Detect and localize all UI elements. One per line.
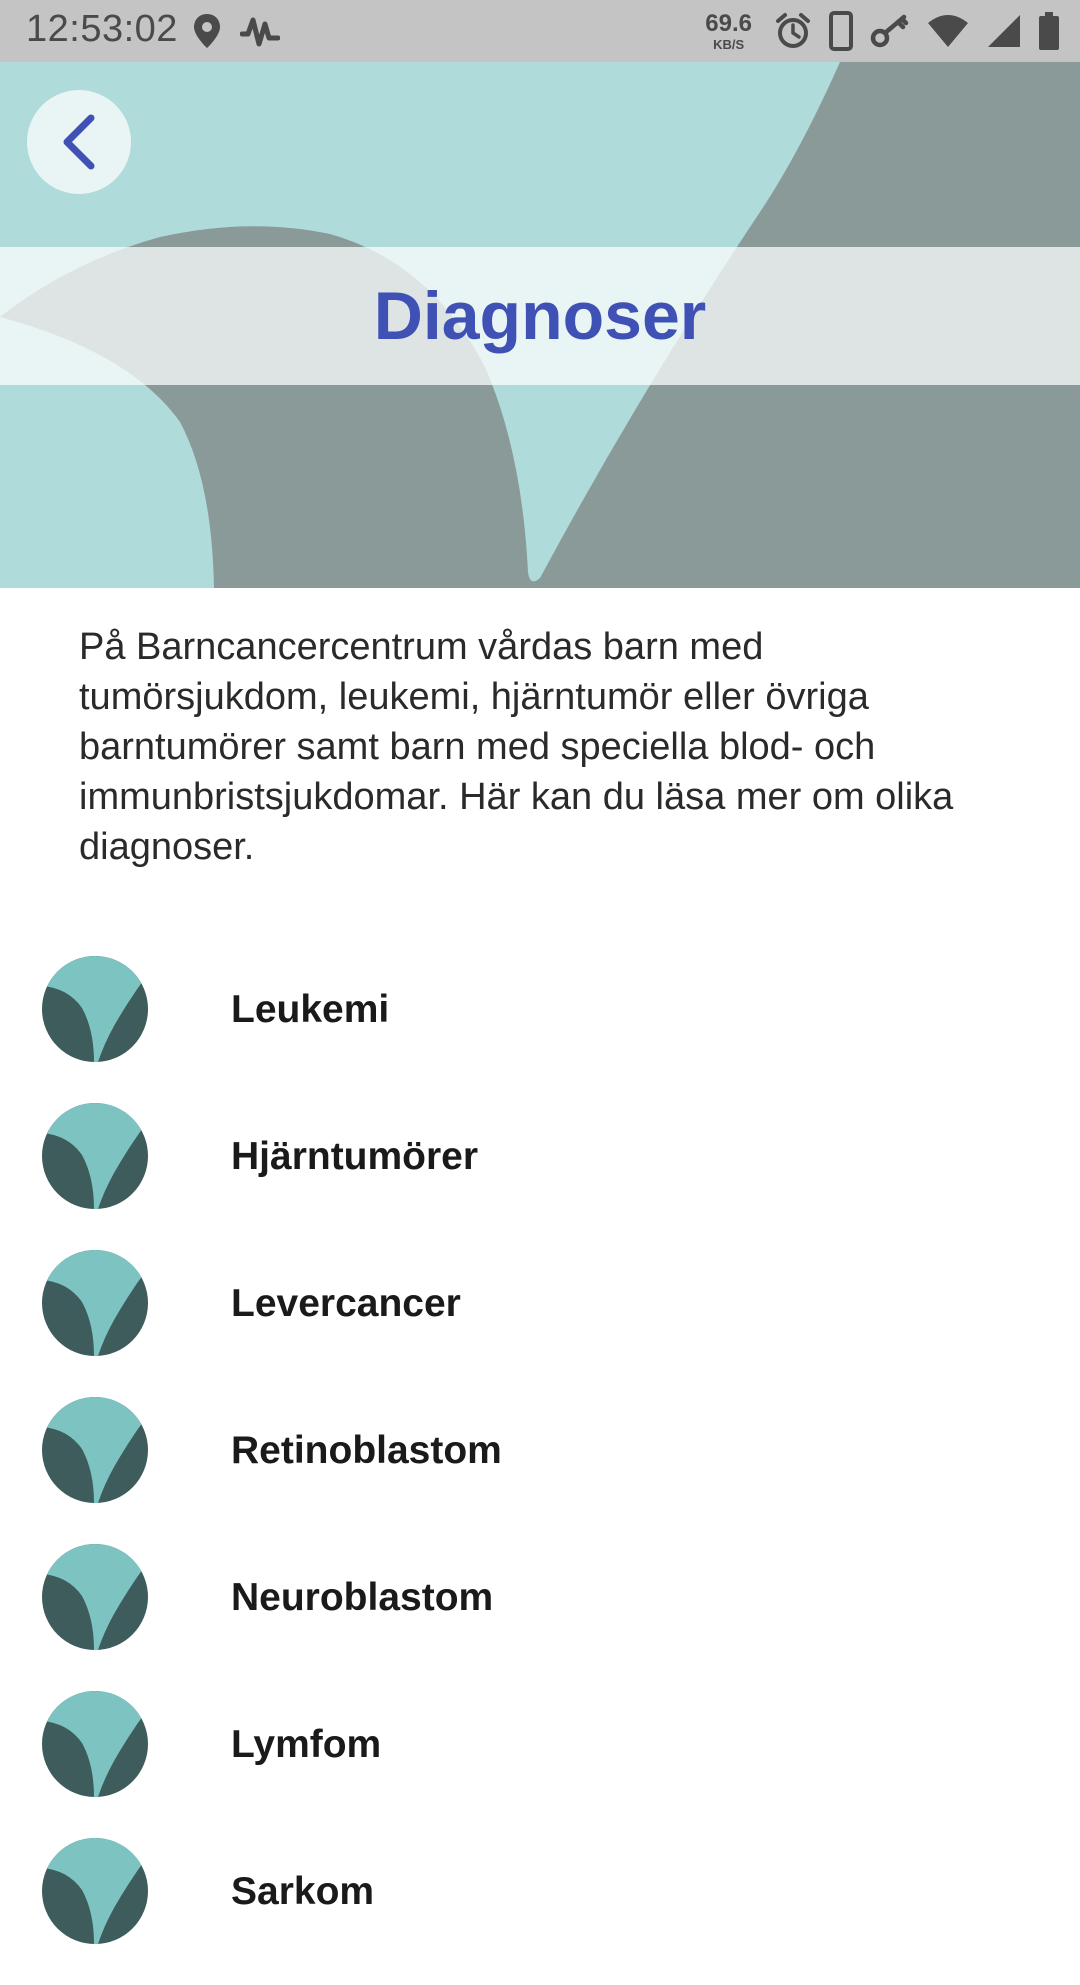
diagnosis-logo-icon bbox=[42, 1544, 148, 1650]
chevron-left-icon bbox=[57, 114, 101, 170]
alarm-icon bbox=[774, 12, 812, 50]
diagnosis-item-sarkom[interactable] bbox=[0, 1838, 1080, 1985]
diagnosis-logo-icon bbox=[42, 1838, 148, 1944]
diagnosis-logo-icon bbox=[42, 1103, 148, 1209]
diagnosis-logo-icon bbox=[42, 956, 148, 1062]
diagnosis-item-hjarntumorer[interactable] bbox=[0, 1103, 1080, 1250]
diagnosis-label: Lymfom bbox=[231, 1723, 382, 1766]
hero-banner bbox=[0, 62, 1080, 588]
diagnosis-item-levercancer[interactable] bbox=[0, 1250, 1080, 1397]
diagnosis-list bbox=[0, 956, 1080, 1985]
phone-icon bbox=[828, 11, 854, 51]
diagnosis-item-lymfom[interactable] bbox=[0, 1691, 1080, 1838]
page-title: Diagnoser bbox=[373, 278, 707, 354]
diagnosis-item-leukemi[interactable] bbox=[0, 956, 1080, 1103]
wifi-icon bbox=[926, 13, 970, 49]
intro-text: På Barncancercentrum vårdas barn med tumörsjukdom, leukemi, hjärntumör eller övriga barntumörer samt barn med speciella blod- och immunbristsjukdomar. Här kan du läsa mer om olika diagnoser. bbox=[79, 626, 954, 868]
location-icon bbox=[192, 12, 222, 50]
diagnosis-item-retinoblastom[interactable] bbox=[0, 1397, 1080, 1544]
diagnosis-label: Sarkom bbox=[231, 1870, 375, 1913]
diagnosis-label: Levercancer bbox=[231, 1282, 461, 1325]
back-button[interactable] bbox=[27, 90, 131, 194]
diagnosis-logo-icon bbox=[42, 1397, 148, 1503]
diagnosis-logo-icon bbox=[42, 1250, 148, 1356]
signal-icon bbox=[986, 13, 1022, 49]
status-time: 12:53:02 bbox=[26, 8, 178, 50]
status-bar bbox=[0, 0, 1080, 62]
diagnosis-label: Neuroblastom bbox=[231, 1576, 494, 1619]
status-left-icons bbox=[192, 11, 280, 51]
diagnosis-label: Retinoblastom bbox=[231, 1429, 502, 1472]
network-speed-unit: KB/S bbox=[713, 36, 745, 52]
diagnosis-label: Hjärntumörer bbox=[231, 1135, 479, 1178]
diagnosis-label: Leukemi bbox=[231, 988, 390, 1031]
diagnosis-item-neuroblastom[interactable] bbox=[0, 1544, 1080, 1691]
key-icon bbox=[870, 12, 910, 50]
activity-icon bbox=[240, 12, 280, 50]
network-speed bbox=[705, 9, 752, 52]
title-band bbox=[0, 247, 1080, 385]
diagnosis-logo-icon bbox=[42, 1691, 148, 1797]
status-right-icons bbox=[705, 8, 1060, 54]
battery-icon bbox=[1038, 11, 1060, 51]
network-speed-value: 69.6 bbox=[705, 9, 752, 37]
